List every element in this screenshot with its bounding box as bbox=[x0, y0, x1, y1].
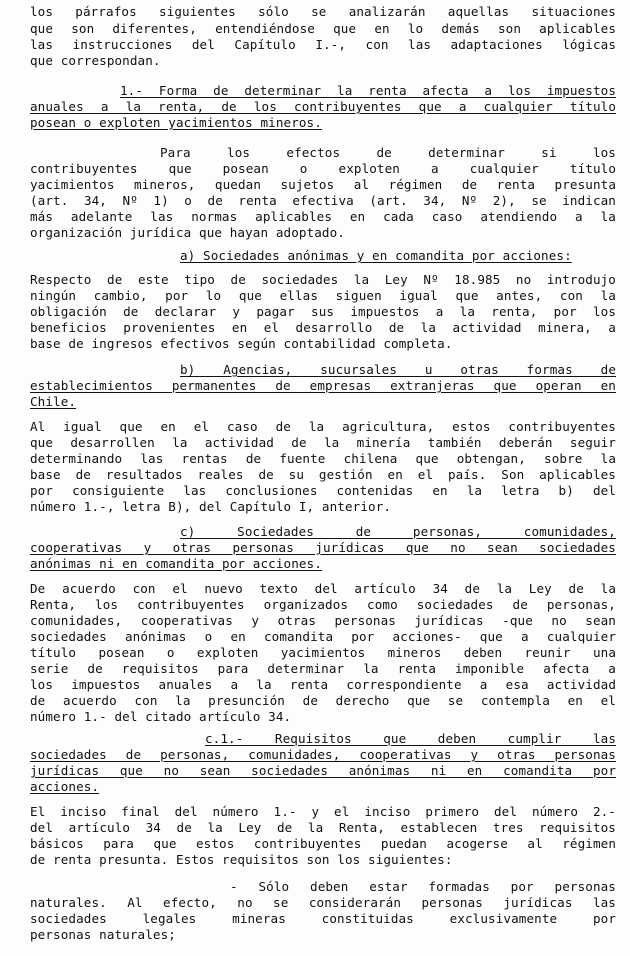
paragraph-line: comunidades, cooperativas y otras personas jurídicas -que no sean bbox=[30, 613, 616, 628]
paragraph-line: los impuestos anuales a la renta correspondiente a esa actividad bbox=[30, 677, 616, 692]
subsection-heading-line: c.1.- Requisitos que deben cumplir las bbox=[205, 731, 616, 746]
subsection-heading: a) Sociedades anónimas y en comandita por acciones: bbox=[180, 248, 572, 263]
paragraph-line: contribuyentes que posean o exploten a cualquier título bbox=[30, 161, 616, 176]
paragraph-line: sociedades anónimas o en comandita por acciones- que a cualquier bbox=[30, 629, 616, 644]
subsection-heading-line: cooperativas y otras personas jurídicas que no sean sociedades bbox=[30, 540, 616, 555]
paragraph-line: las instrucciones del Capítulo I.-, con las adaptaciones lógicas bbox=[30, 37, 616, 52]
paragraph-line: ningún cambio, por lo que ellas siguen igual que antes, con la bbox=[30, 288, 616, 303]
paragraph-line: de acuerdo con la presunción de derecho que se contempla en el bbox=[30, 693, 616, 708]
paragraph-line: base de ingresos efectivos según contabilidad completa. bbox=[30, 336, 453, 351]
subsection-heading-line: jurídicas que no sean sociedades anónimas ni en comandita por bbox=[30, 763, 616, 778]
subsection-heading-line: c) Sociedades de personas, comunidades, bbox=[180, 524, 616, 539]
paragraph-line: de renta presunta. Estos requisitos son los siguientes: bbox=[30, 852, 453, 867]
subsection-heading-line: Chile. bbox=[30, 394, 77, 409]
paragraph-line: (art. 34, Nº 1) o de renta efectiva (art. 34, Nº 2), se indican bbox=[30, 193, 616, 208]
paragraph-line: que correspondan. bbox=[30, 53, 161, 68]
paragraph-line: base de resultados reales de su gestión en el país. Son aplicables bbox=[30, 467, 616, 482]
paragraph-line: Para los efectos de determinar si los bbox=[160, 145, 616, 160]
paragraph-line: los párrafos siguientes sólo se analizarán aquellas situaciones bbox=[30, 4, 616, 19]
paragraph-line: Al igual que en el caso de la agricultura, estos contribuyentes bbox=[30, 419, 616, 434]
paragraph-line: beneficios provenientes en el desarrollo de la actividad minera, a bbox=[30, 320, 616, 335]
paragraph-line: del artículo 34 de la Ley de la Renta, establecen tres requisitos bbox=[30, 820, 616, 835]
list-item-line: - Sólo deben estar formadas por personas bbox=[230, 879, 616, 894]
list-item-line: naturales. Al efecto, no se considerarán personas jurídicas las bbox=[30, 895, 616, 910]
paragraph-line: El inciso final del número 1.- y el inciso primero del número 2.- bbox=[30, 804, 616, 819]
paragraph-line: organización jurídica que hayan adoptado. bbox=[30, 225, 345, 240]
paragraph-line: número 1.-, letra B), del Capítulo I, anterior. bbox=[30, 499, 392, 514]
section-heading-line: posean o exploten yacimientos mineros. bbox=[30, 115, 322, 130]
paragraph-line: serie de requisitos para determinar la renta imponible afecta a bbox=[30, 661, 616, 676]
subsection-heading-line: acciones. bbox=[30, 779, 100, 794]
subsection-heading-line: b) Agencias, sucursales u otras formas de bbox=[180, 362, 616, 377]
paragraph-line: Respecto de este tipo de sociedades la Ley Nº 18.985 no introdujo bbox=[30, 272, 616, 287]
paragraph-line: De acuerdo con el nuevo texto del artículo 34 de la Ley de la bbox=[30, 581, 616, 596]
section-heading-line: 1.- Forma de determinar la renta afecta a los impuestos bbox=[120, 83, 616, 98]
paragraph-line: por consiguiente las conclusiones contenidas en la letra b) del bbox=[30, 483, 616, 498]
paragraph-line: básicos para que estos contribuyentes puedan acogerse al régimen bbox=[30, 836, 616, 851]
paragraph-line: obligación de declarar y pagar sus impuestos a la renta, por los bbox=[30, 304, 616, 319]
paragraph-line: que son diferentes, entendiéndose que en lo demás son aplicables bbox=[30, 21, 616, 36]
paragraph-line: título posean o exploten yacimientos mineros deben reunir una bbox=[30, 645, 616, 660]
subsection-heading-line: sociedades de personas, comunidades, cooperativas y otras personas bbox=[30, 747, 616, 762]
list-item-line: sociedades legales mineras constituidas exclusivamente por bbox=[30, 911, 616, 926]
paragraph-line: número 1.- del citado artículo 34. bbox=[30, 709, 292, 724]
subsection-heading-line: anónimas ni en comandita por acciones. bbox=[30, 556, 322, 571]
list-item-line: personas naturales; bbox=[30, 927, 176, 942]
paragraph-line: Renta, los contribuyentes organizados como sociedades de personas, bbox=[30, 597, 616, 612]
paragraph-line: más adelante las normas aplicables en cada caso atendiendo a la bbox=[30, 209, 616, 224]
subsection-heading-line: establecimientos permanentes de empresas extranjeras que operan en bbox=[30, 378, 616, 393]
paragraph-line: determinando las rentas de fuente chilena que obtengan, sobre la bbox=[30, 451, 616, 466]
section-heading-line: anuales a la renta, de los contribuyentes que a cualquier título bbox=[30, 99, 616, 114]
paragraph-line: que desarrollen la actividad de la minería también deberán seguir bbox=[30, 435, 616, 450]
paragraph-line: yacimientos mineros, quedan sujetos al régimen de renta presunta bbox=[30, 177, 616, 192]
